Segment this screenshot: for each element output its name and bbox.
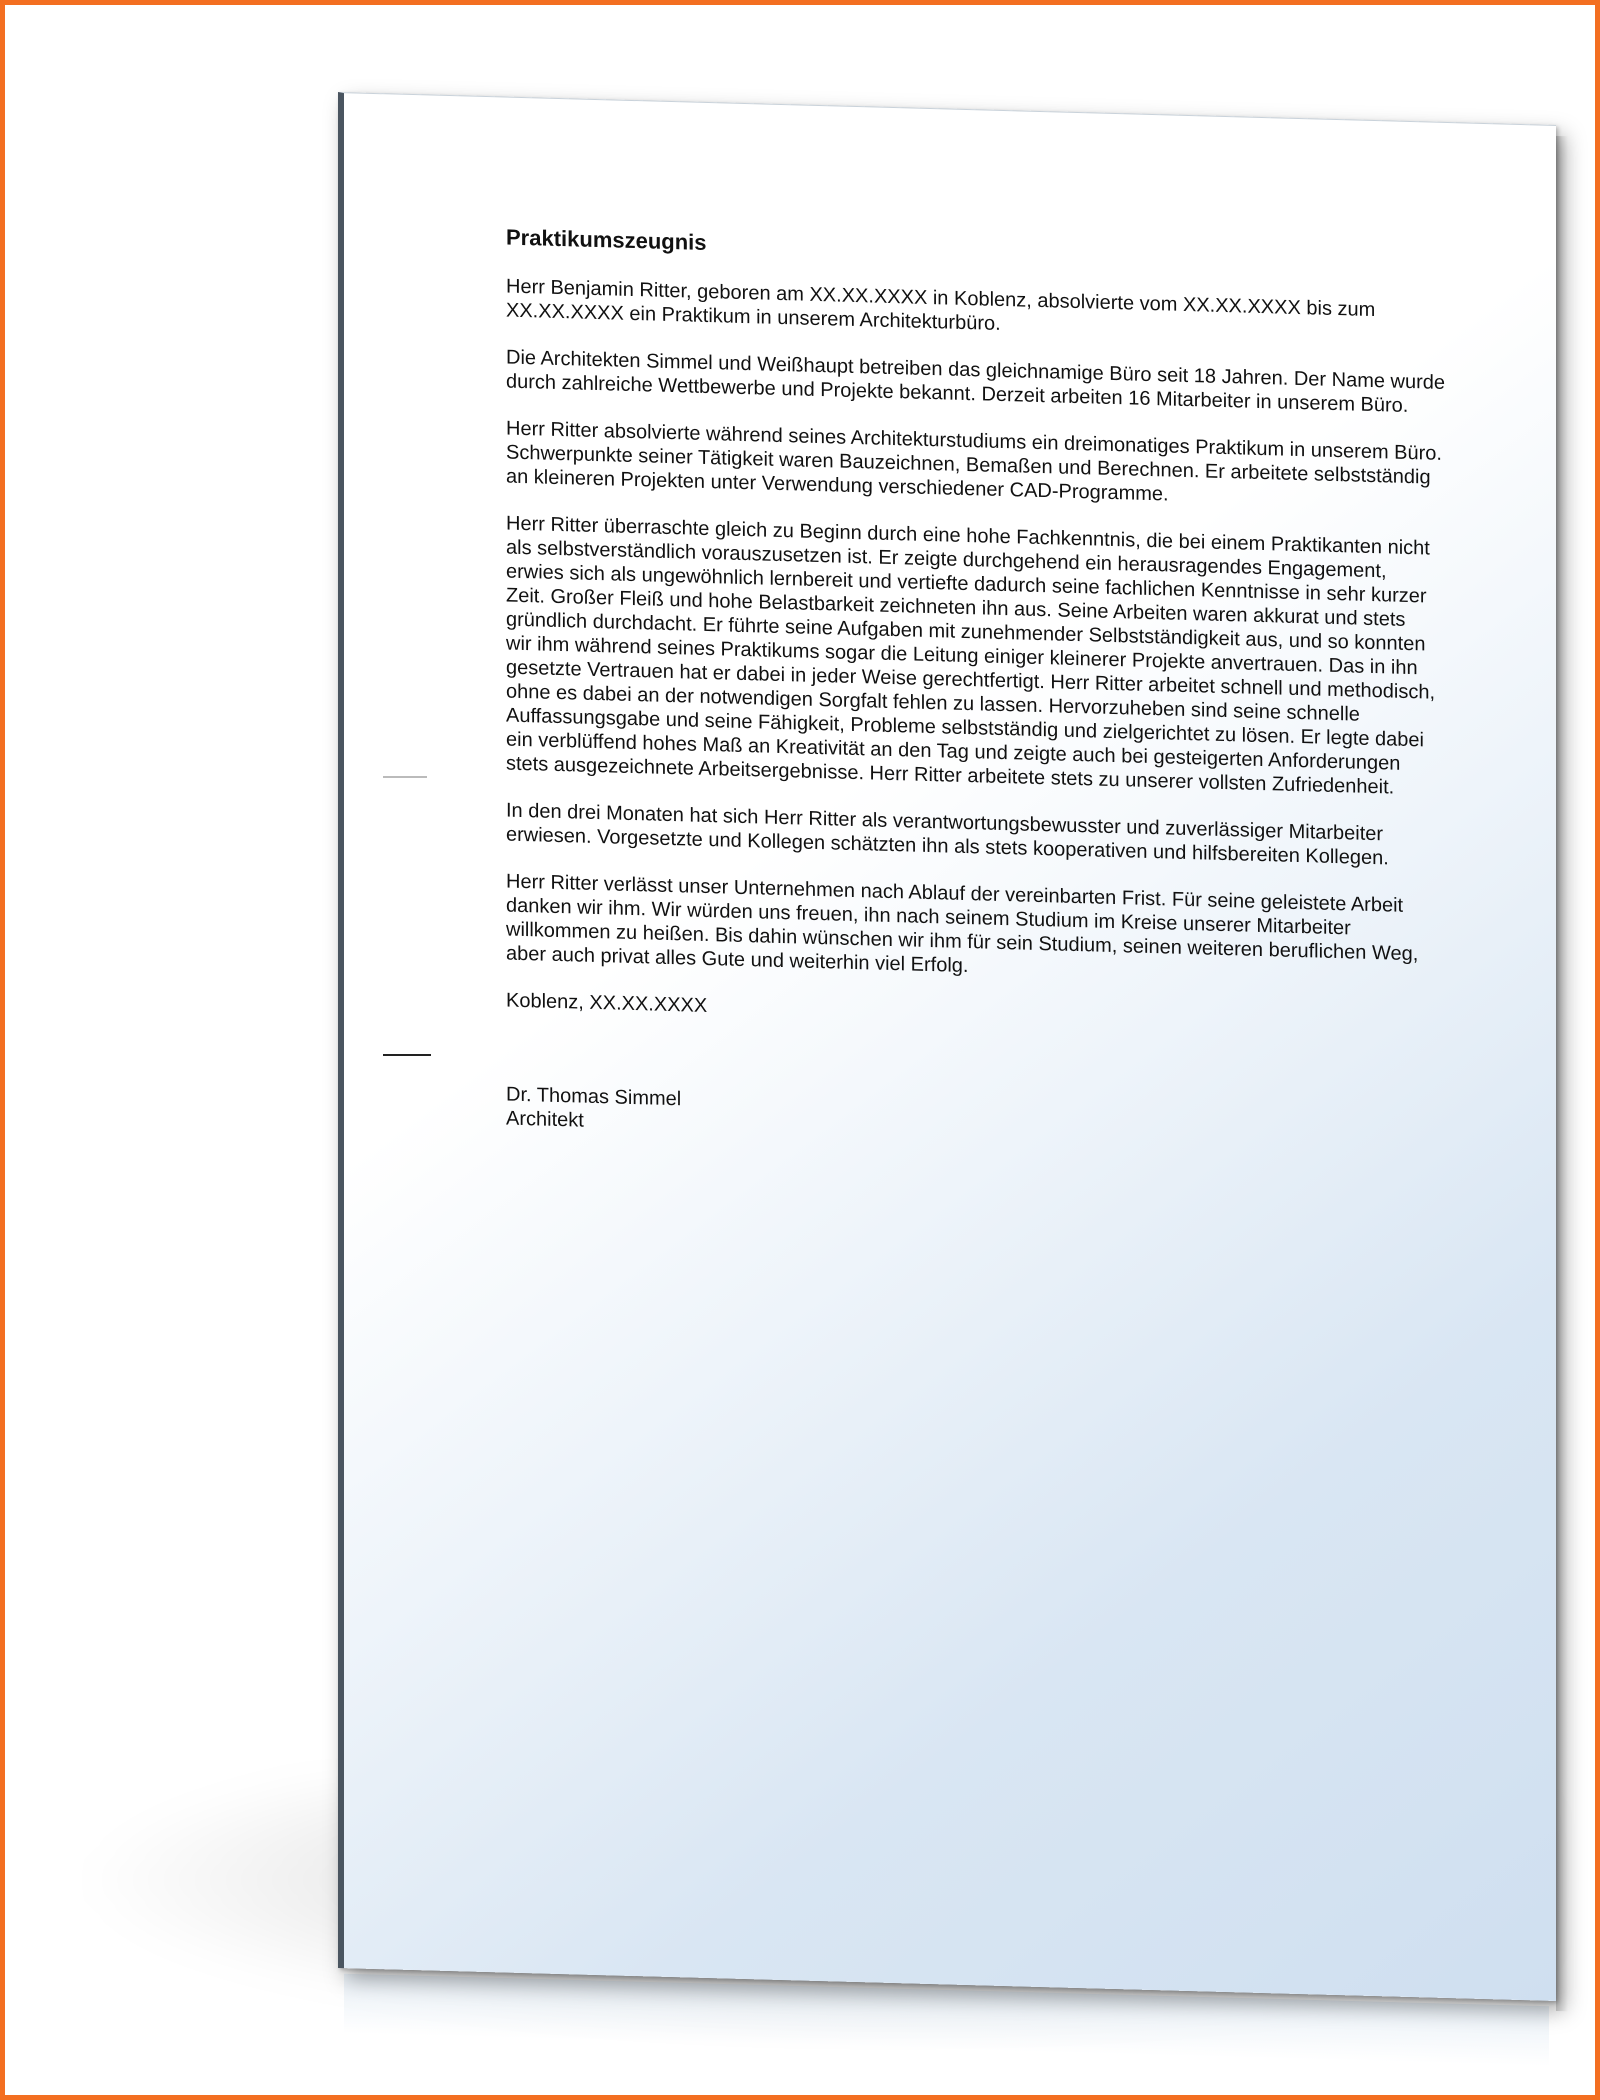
signatory-name: Dr. Thomas Simmel — [506, 1083, 682, 1111]
fold-mark — [383, 776, 427, 778]
place-date: Koblenz, XX.XX.XXXX — [506, 989, 708, 1017]
paragraph-behaviour: In den drei Monaten hat sich Herr Ritter als verantwortungsbewusster und zuverlässiger Mitarbeiter erwiesen. Vorgesetzte und Kollegen schätzten ihn als stets kooperativen und hilfsbereiten Kollegen. — [506, 799, 1389, 870]
document-content — [506, 226, 1446, 1156]
signature-block — [506, 1083, 1446, 1156]
paragraph-closing: Herr Ritter verlässt unser Unternehmen nach Ablauf der vereinbarten Frist. Für seine geleistete Arbeit danken wir ihm. Wir würden uns freuen, ihn nach seinem Studium im Kreise unserer Mitarbeiter willkommen zu heißen. Bis dahin wünschen wir ihm für sein Studium, seinen weiteren beruflichen Weg, aber auch privat alles Gute und weiterhin viel Erfolg. — [506, 870, 1419, 978]
paragraph-company: Die Architekten Simmel und Weißhaupt betreiben das gleichnamige Büro seit 18 Jahren. Der Name wurde durch zahlreiche Wettbewerbe und Projekte bekannt. Derzeit arbeiten 16 Mitarbeiter in unserem Büro. — [506, 346, 1446, 417]
punch-mark — [383, 1054, 431, 1056]
paragraph-tasks: Herr Ritter absolvierte während seines Architekturstudiums ein dreimonatiges Praktikum in unserem Büro. Schwerpunkte seiner Tätigkeit waren Bauzeichnen, Bemaßen und Berechnen. Er arbeitete selbstständig an kleineren Projekten unter Verwendung verschiedener CAD-Programme. — [506, 417, 1442, 506]
document-page — [338, 92, 1556, 2001]
paragraph-intro: Herr Benjamin Ritter, geboren am XX.XX.XXXX in Koblenz, absolvierte vom XX.XX.XXXX bis zum XX.XX.XXXX ein Praktikum in unserem Architekturbüro. — [506, 275, 1376, 335]
document-title: Praktikumszeugnis — [506, 224, 707, 255]
signatory-title: Architekt — [506, 1107, 584, 1132]
paragraph-assessment: Herr Ritter überraschte gleich zu Beginn durch eine hohe Fachkenntnis, die bei einem Praktikanten nicht als selbstverständlich vorauszusetzen ist. Er zeigte durchgehend ein herausragendes Engagement, erwies sich als ungewöhnlich lernbereit und vertiefte dadurch seine fachlichen Kenntnisse in sehr kurzer Zeit. Großer Fleiß und hohe Belastbarkeit zeichneten ihn aus. Seine Arbeiten waren akkurat und stets gründlich durchdacht. Er führte seine Aufgaben mit zunehmender Selbstständigkeit aus, und so konnten wir ihm während seines Praktikums sogar die Leitung einiger kleinerer Projekte anvertrauen. Das in ihn gesetzte Vertrauen hat er dabei in jeder Weise gerechtfertigt. Herr Ritter arbeitet schnell und methodisch, ohne es dabei an der notwendigen Sorgfalt fehlen zu lassen. Hervorzuheben sind seine schnelle Auffassungsgabe und seine Fähigkeit, Probleme selbstständig und zielgerichtet zu lösen. Er legte dabei ein verblüffend hohes Maß an Kreativität an den Tag und zeigte auch bei gesteigerten Anforderungen stets ausgezeichnete Arbeitsergebnisse. Herr Ritter arbeitete stets zu unserer vollsten Zufriedenheit. — [506, 512, 1436, 799]
